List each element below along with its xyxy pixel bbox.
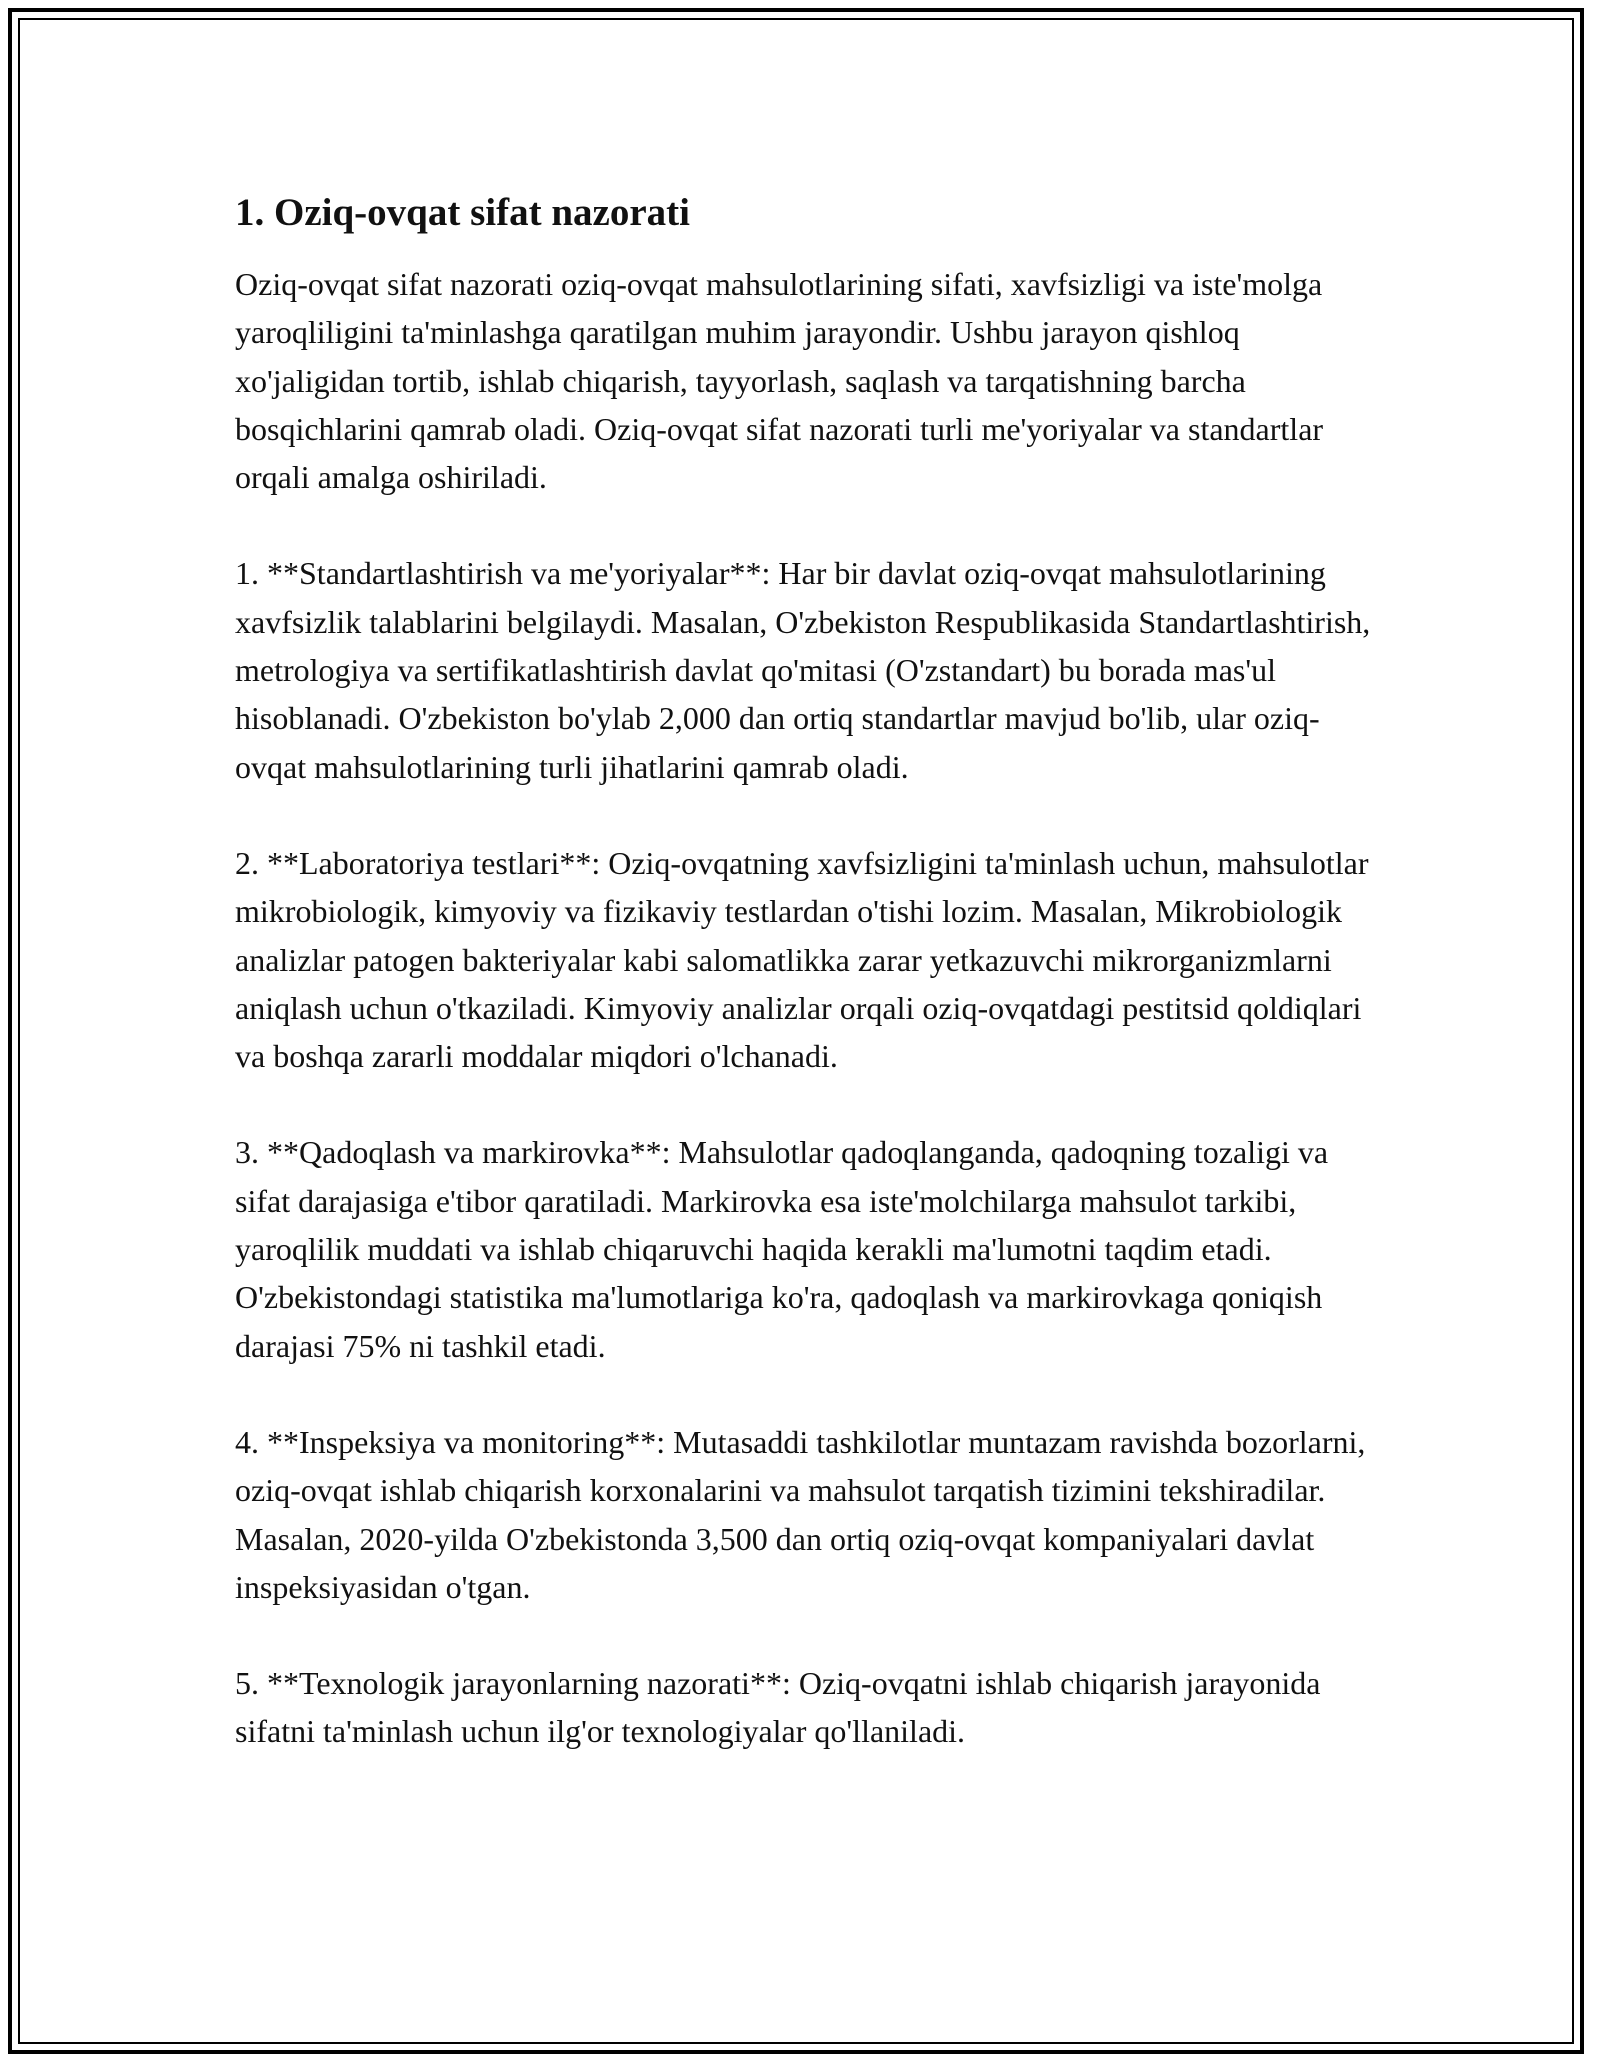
document-body (235, 186, 1385, 1804)
paragraph-laboratory-tests: 2. **Laboratoriya testlari**: Oziq-ovqatning xavfsizligini ta'minlash uchun, mahsulotlar mikrobiologik, kimyoviy va fizikaviy testlardan o'tishi lozim. Masalan, Mikrobiologik analizlar patogen bakteriyalar kabi salomatlikka zarar yetkazuvchi mikrorganizmlarni aniqlash uchun o'tkaziladi. Kimyoviy analizlar orqali oziq-ovqatdagi pestitsid qoldiqlari va boshqa zararli moddalar miqdori o'lchanadi. (235, 844, 1369, 1075)
paragraph-inspection-monitoring: 4. **Inspeksiya va monitoring**: Mutasaddi tashkilotlar muntazam ravishda bozorlarni, oziq-ovqat ishlab chiqarish korxonalarini va mahsulot tarqatish tizimini tekshiradilar. Masalan, 2020-yilda O'zbekistonda 3,500 dan ortiq oziq-ovqat kompaniyalari davlat inspeksiyasidan o'tgan. (235, 1423, 1366, 1605)
paragraph-technological-control: 5. **Texnologik jarayonlarning nazorati**: Oziq-ovqatni ishlab chiqarish jarayonida sifatni ta'minlash uchun ilg'or texnologiyalar qo'llaniladi. (235, 1665, 1321, 1750)
intro-paragraph: Oziq-ovqat sifat nazorati oziq-ovqat mahsulotlarining sifati, xavfsizligi va iste'molga yaroqliligini ta'minlashga qaratilgan muhim jarayondir. Ushbu jarayon qishloq xo'jaligidan tortib, ishlab chiqarish, tayyorlash, saqlash va tarqatishning barcha bosqichlarini qamrab oladi. Oziq-ovqat sifat nazorati turli me'yoriyalar va standartlar orqali amalga oshiriladi. (235, 266, 1324, 496)
paragraph-packaging-labeling: 3. **Qadoqlash va markirovka**: Mahsulotlar qadoqlanganda, qadoqning tozaligi va sifat darajasiga e'tibor qaratiladi. Markirovka esa iste'molchilarga mahsulot tarkibi, yaroqlilik muddati va ishlab chiqaruvchi haqida kerakli ma'lumotni taqdim etadi. O'zbekistondagi statistika ma'lumotlariga ko'ra, qadoqlash va markirovkaga qoniqish darajasi 75% ni tashkil etadi. (235, 1134, 1329, 1364)
paragraph-standards: 1. **Standartlashtirish va me'yoriyalar**: Har bir davlat oziq-ovqat mahsulotlarining xavfsizlik talablarini belgilaydi. Masalan, O'zbekiston Respublikasida Standartlashtirish, metrologiya va sertifikatlashtirish davlat qo'mitasi (O'zstandart) bu borada mas'ul hisoblanadi. O'zbekiston bo'ylab 2,000 dan ortiq standartlar mavjud bo'lib, ular oziq-ovqat mahsulotlarining turli jihatlarini qamrab oladi. (235, 555, 1371, 785)
document-title: 1. Oziq-ovqat sifat nazorati (235, 191, 690, 234)
